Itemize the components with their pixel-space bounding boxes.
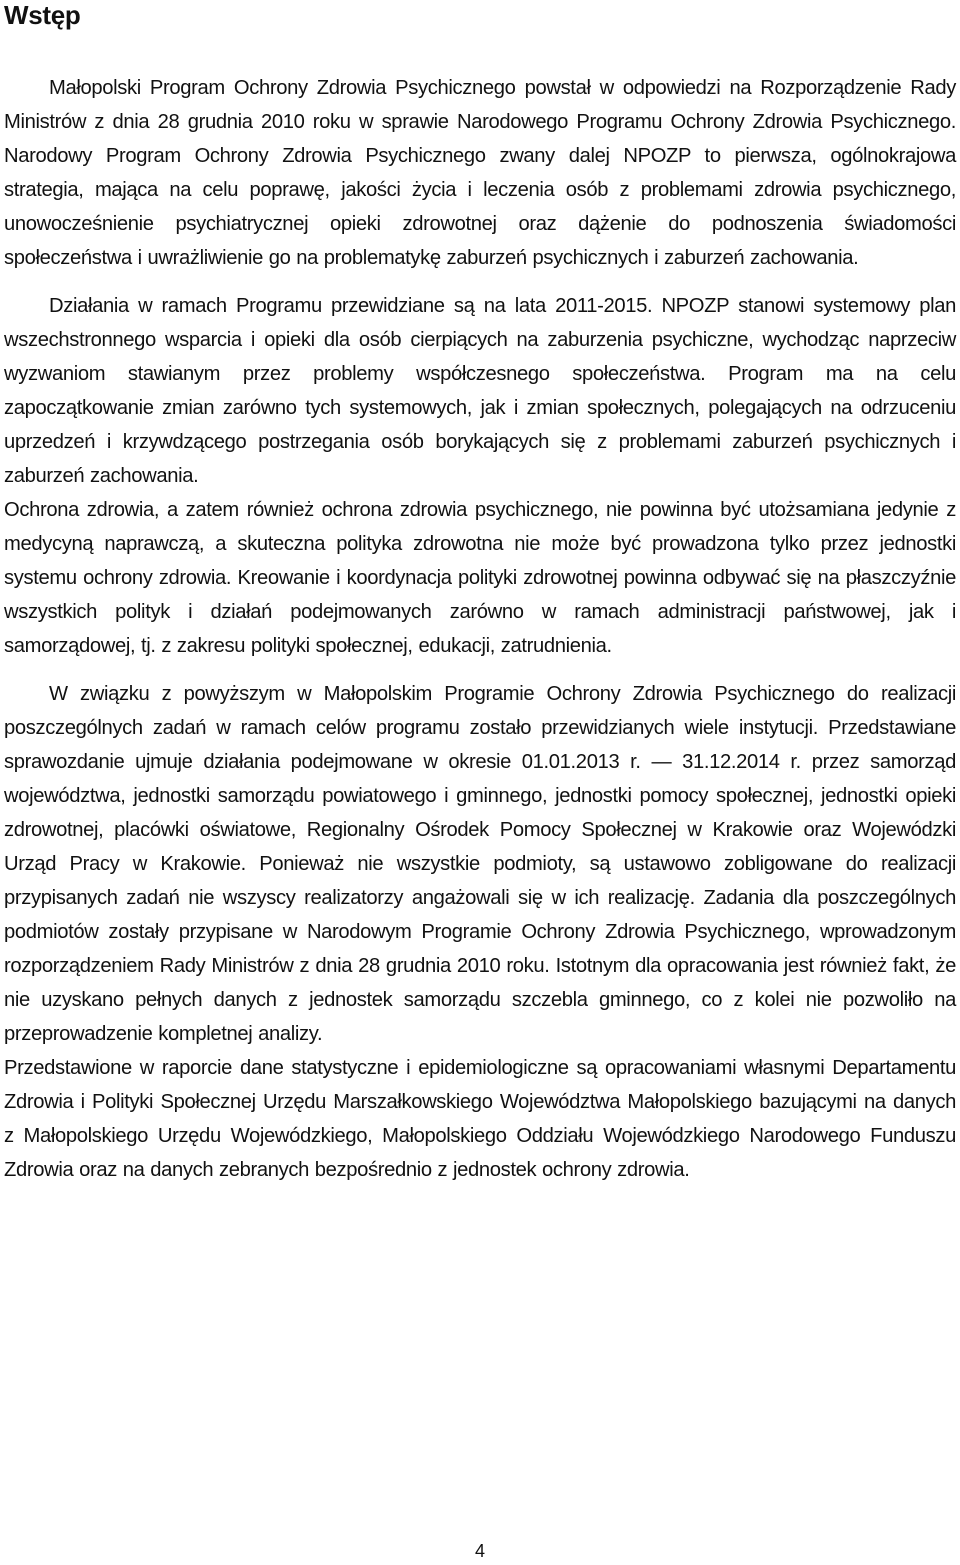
document-body (4, 71, 956, 1187)
paragraph-gap (4, 275, 956, 289)
page-number: 4 (474, 1541, 485, 1561)
paragraph-health-policy: Ochrona zdrowia, a zatem również ochrona zdrowia psychicznego, nie powinna być utożsamiana jedynie z medycyną naprawczą, a skuteczna polityka zdrowotna nie może być prowadzona tylko przez jednostki systemu ochrony zdrowia. Kreowanie i koordynacja polityki zdrowotnej powinna odbywać się na płaszczyźnie wszystkich polityk i działań podejmowanych zarówno w ramach administracji państwowej, jak i samorządowej, tj. z zakresu polityki społecznej, edukacji, zatrudnienia. (4, 499, 956, 657)
paragraph-gap (4, 663, 956, 677)
paragraph-report-scope: W związku z powyższym w Małopolskim Programie Ochrony Zdrowia Psychicznego do realizacji poszczególnych zadań w ramach celów programu zostało przewidzianych wiele instytucji. Przedstawiane sprawozdanie ujmuje działania podejmowane w okresie 01.01.2013 r. — 31.12.2014 r. przez samorząd województwa, jednostki samorządu powiatowego i gminnego, jednostki pomocy społecznej, jednostki opieki zdrowotnej, placówki oświatowe, Regionalny Ośrodek Pomocy Społecznej w Krakowie oraz Wojewódzki Urząd Pracy w Krakowie. Ponieważ nie wszystkie podmioty, są ustawowo zobligowane do realizacji przypisanych zadań nie wszyscy realizatorzy angażowali się w ich realizację. Zadania dla poszczególnych podmiotów zostały przypisane w Narodowym Programie Ochrony Zdrowia Psychicznego, wprowadzonym rozporządzeniem Rady Ministrów z dnia 28 grudnia 2010 roku. Istotnym dla opracowania jest również fakt, że nie uzyskano pełnych danych z jednostek samorządu szczebla gminnego, co z kolei nie pozwoliło na przeprowadzenie kompletnej analizy. (4, 683, 956, 1045)
paragraph-program-scope: Działania w ramach Programu przewidziane są na lata 2011-2015. NPOZP stanowi systemowy plan wszechstronnego wsparcia i opieki dla osób cierpiących na zaburzenia psychiczne, wychodząc naprzeciw wyzwaniom stawianym przez problemy współczesnego społeczeństwa. Program ma na celu zapoczątkowanie zmian zarówno tych systemowych, jak i zmian społecznych, polegających na odrzuceniu uprzedzeń i krzywdzącego postrzegania osób borykających się z problemami zaburzeń psychicznych i zaburzeń zachowania. (4, 295, 956, 487)
paragraph-intro: Małopolski Program Ochrony Zdrowia Psychicznego powstał w odpowiedzi na Rozporządzenie Rady Ministrów z dnia 28 grudnia 2010 roku w sprawie Narodowego Programu Ochrony Zdrowia Psychicznego. Narodowy Program Ochrony Zdrowia Psychicznego zwany dalej NPOZP to pierwsza, ogólnokrajowa strategia, mająca na celu poprawę, jakości życia i leczenia osób z problemami zdrowia psychicznego, unowocześnienie psychiatrycznej opieki zdrowotnej oraz dążenie do podnoszenia świadomości społeczeństwa i uwrażliwienie go na problematykę zaburzeń psychicznych i zaburzeń zachowania. (4, 77, 956, 269)
paragraph-data-sources: Przedstawione w raporcie dane statystyczne i epidemiologiczne są opracowaniami własnymi Departamentu Zdrowia i Polityki Społecznej Urzędu Marszałkowskiego Województwa Małopolskiego bazującymi na danych z Małopolskiego Urzędu Wojewódzkiego, Małopolskiego Oddziału Wojewódzkiego Narodowego Funduszu Zdrowia oraz na danych zebranych bezpośrednio z jednostek ochrony zdrowia. (4, 1057, 956, 1181)
page-heading: Wstęp (4, 0, 81, 30)
